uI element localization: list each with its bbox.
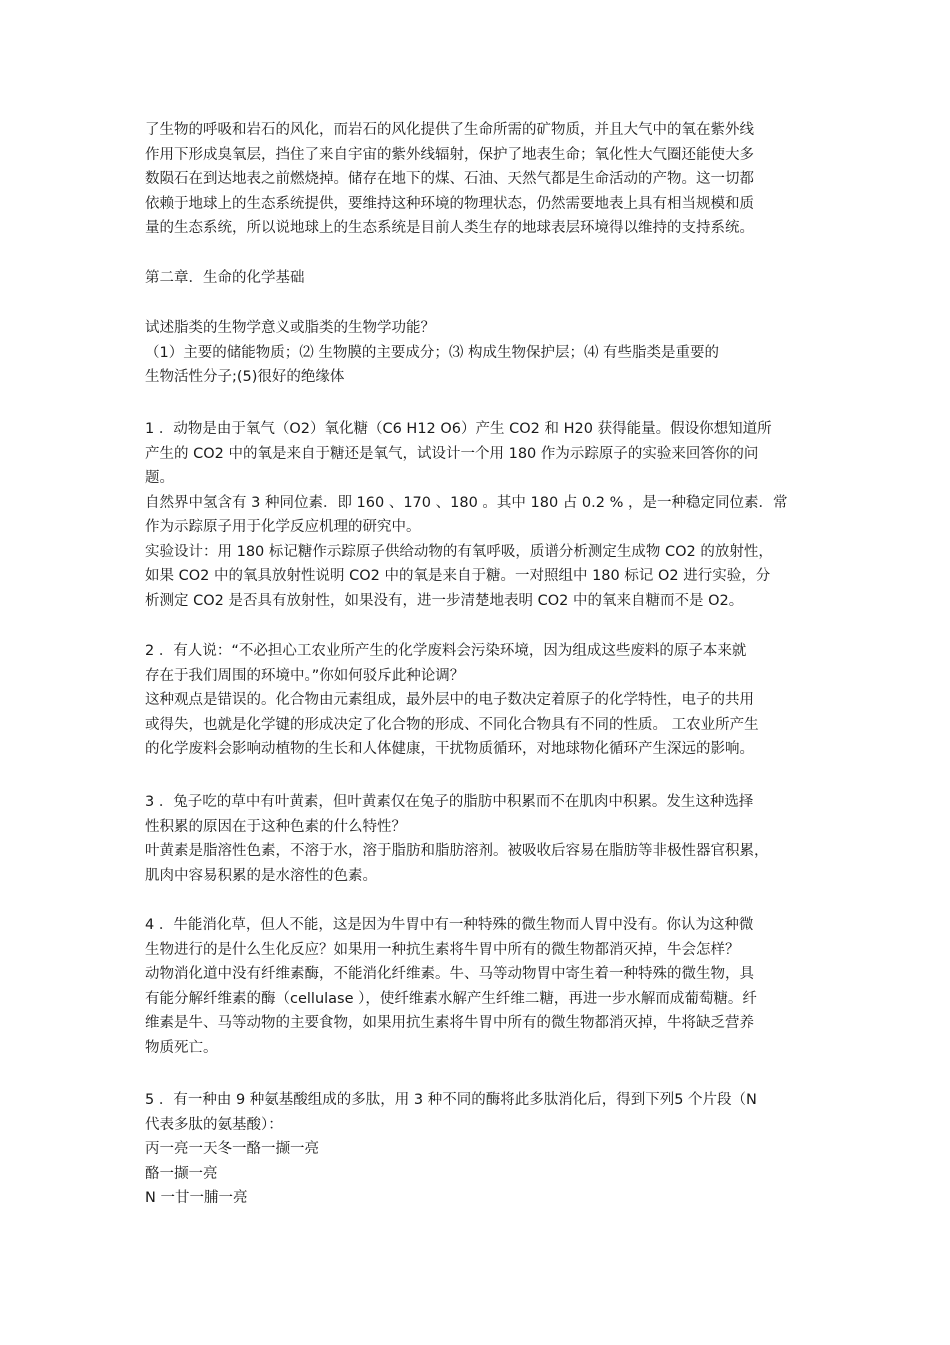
fragment-line: N 一甘一脯一亮 (145, 1190, 248, 1206)
question-3-block (145, 790, 810, 888)
text-line: 这种观点是错误的。化合物由元素组成，最外层中的电子数决定着原子的化学特性，电子的共用 (145, 692, 754, 708)
text-line: 了生物的呼吸和岩石的风化，而岩石的风化提供了生命所需的矿物质，并且大气中的氧在紫外线 (145, 122, 754, 138)
text-line: 或得失，也就是化学键的形成决定了化合物的形成、不同化合物具有不同的性质。 工农业所产生 (145, 716, 759, 733)
text-line: 叶黄素是脂溶性色素，不溶于水，溶于脂肪和脂肪溶剂。被吸收后容易在脂肪等非极性器官积累， (145, 843, 769, 859)
text-line: 自然界中氢含有 3 种同位素．即 160 、170 、180 。其中 180 占 0.2 % ，是一种稳定同位素．常 (145, 494, 788, 511)
text-line: 性积累的原因在于这种色素的什么特性？ (145, 818, 406, 835)
chapter-title: 第二章．生命的化学基础 (145, 270, 305, 286)
lipid-question-block (145, 316, 810, 390)
text-line: 代表多肽的氨基酸）： (145, 1116, 283, 1133)
question-2-block (145, 639, 810, 762)
text-line: 作为示踪原子用于化学反应机理的研究中。 (145, 519, 421, 535)
text-line: 物质死亡。 (145, 1039, 218, 1056)
answer-line: （1）主要的储能物质；⑵ 生物膜的主要成分；⑶ 构成生物保护层；⑷ 有些脂类是重要的 (145, 344, 720, 361)
text-line: 5 ．有一种由 9 种氨基酸组成的多肽，用 3 种不同的酶将此多肽消化后，得到下列5 个片段（N (145, 1092, 757, 1108)
text-line: 有能分解纤维素的酶（cellulase ），使纤维素水解产生纤维二糖，再进一步水解而成葡萄糖。纤 (145, 990, 757, 1007)
text-line: 实验设计：用 180 标记糖作示踪原子供给动物的有氧呼吸，质谱分析测定生成物 CO2 的放射性， (145, 543, 773, 560)
text-line: 3 ．兔子吃的草中有叶黄素，但叶黄素仅在兔子的脂肪中积累而不在肌肉中积累。发生这种选择 (145, 794, 754, 810)
question-1-block (145, 417, 810, 613)
question-5-block (145, 1088, 810, 1211)
text-line: 动物消化道中没有纤维素酶，不能消化纤维素。牛、马等动物胃中寄生着一种特殊的微生物，具 (145, 966, 754, 982)
question-4-block (145, 913, 810, 1060)
text-line: 析测定 CO2 是否具有放射性，如果没有，进一步清楚地表明 CO2 中的氧来自糖而不是 O2。 (145, 592, 744, 609)
intro-paragraph (145, 118, 810, 241)
fragment-line: 丙一亮一天冬一酪一撷一亮 (145, 1141, 319, 1157)
text-line: 依赖于地球上的生态系统提供，要维持这种环境的物理状态，仍然需要地表上具有相当规模和质 (145, 195, 754, 212)
text-line: 量的生态系统，所以说地球上的生态系统是目前人类生存的地球表层环境得以维持的支持系统。 (145, 220, 754, 236)
text-line: 生物进行的是什么生化反应？如果用一种抗生素将牛胃中所有的微生物都消灭掉，牛会怎样？ (145, 941, 740, 958)
text-line: 存在于我们周围的环境中。”你如何驳斥此种论调？ (145, 667, 465, 684)
question-text: 试述脂类的生物学意义或脂类的生物学功能？ (145, 320, 435, 336)
text-line: 维素是牛、马等动物的主要食物，如果用抗生素将牛胃中所有的微生物都消灭掉，牛将缺乏营养 (145, 1015, 754, 1031)
text-line: 数陨石在到达地表之前燃烧掉。储存在地下的煤、石油、天然气都是生命活动的产物。这一切都 (145, 171, 754, 187)
text-line: 题。 (145, 470, 174, 486)
fragment-line: 酪一撷一亮 (145, 1165, 218, 1182)
text-line: 4 ．牛能消化草，但人不能，这是因为牛胃中有一种特殊的微生物而人胃中没有。你认为这种微 (145, 917, 754, 933)
text-line: 的化学废料会影响动植物的生长和人体健康，干扰物质循环，对地球物化循环产生深远的影响。 (145, 741, 754, 757)
text-line: 作用下形成臭氧层，挡住了来自宇宙的紫外线辐射，保护了地表生命；氧化性大气圈还能使大多 (145, 146, 754, 163)
text-line: 2 ．有人说：“不必担心工农业所产生的化学废料会污染环境，因为组成这些废料的原子本来就 (145, 643, 747, 659)
text-line: 肌肉中容易积累的是水溶性的色素。 (145, 867, 377, 884)
text-line: 1 ．动物是由于氧气（O2）氧化糖（C6 H12 O6）产生 CO2 和 H20 获得能量。假设你想知道所 (145, 421, 772, 437)
text-line: 如果 CO2 中的氧具放射性说明 CO2 中的氧是来自于糖。一对照组中 180 标记 O2 进行实验，分 (145, 568, 771, 584)
text-line: 产生的 CO2 中的氧是来自于糖还是氧气，试设计一个用 180 作为示踪原子的实验来回答你的问 (145, 445, 759, 462)
answer-line: 生物活性分子;(5)很好的绝缘体 (145, 369, 345, 385)
